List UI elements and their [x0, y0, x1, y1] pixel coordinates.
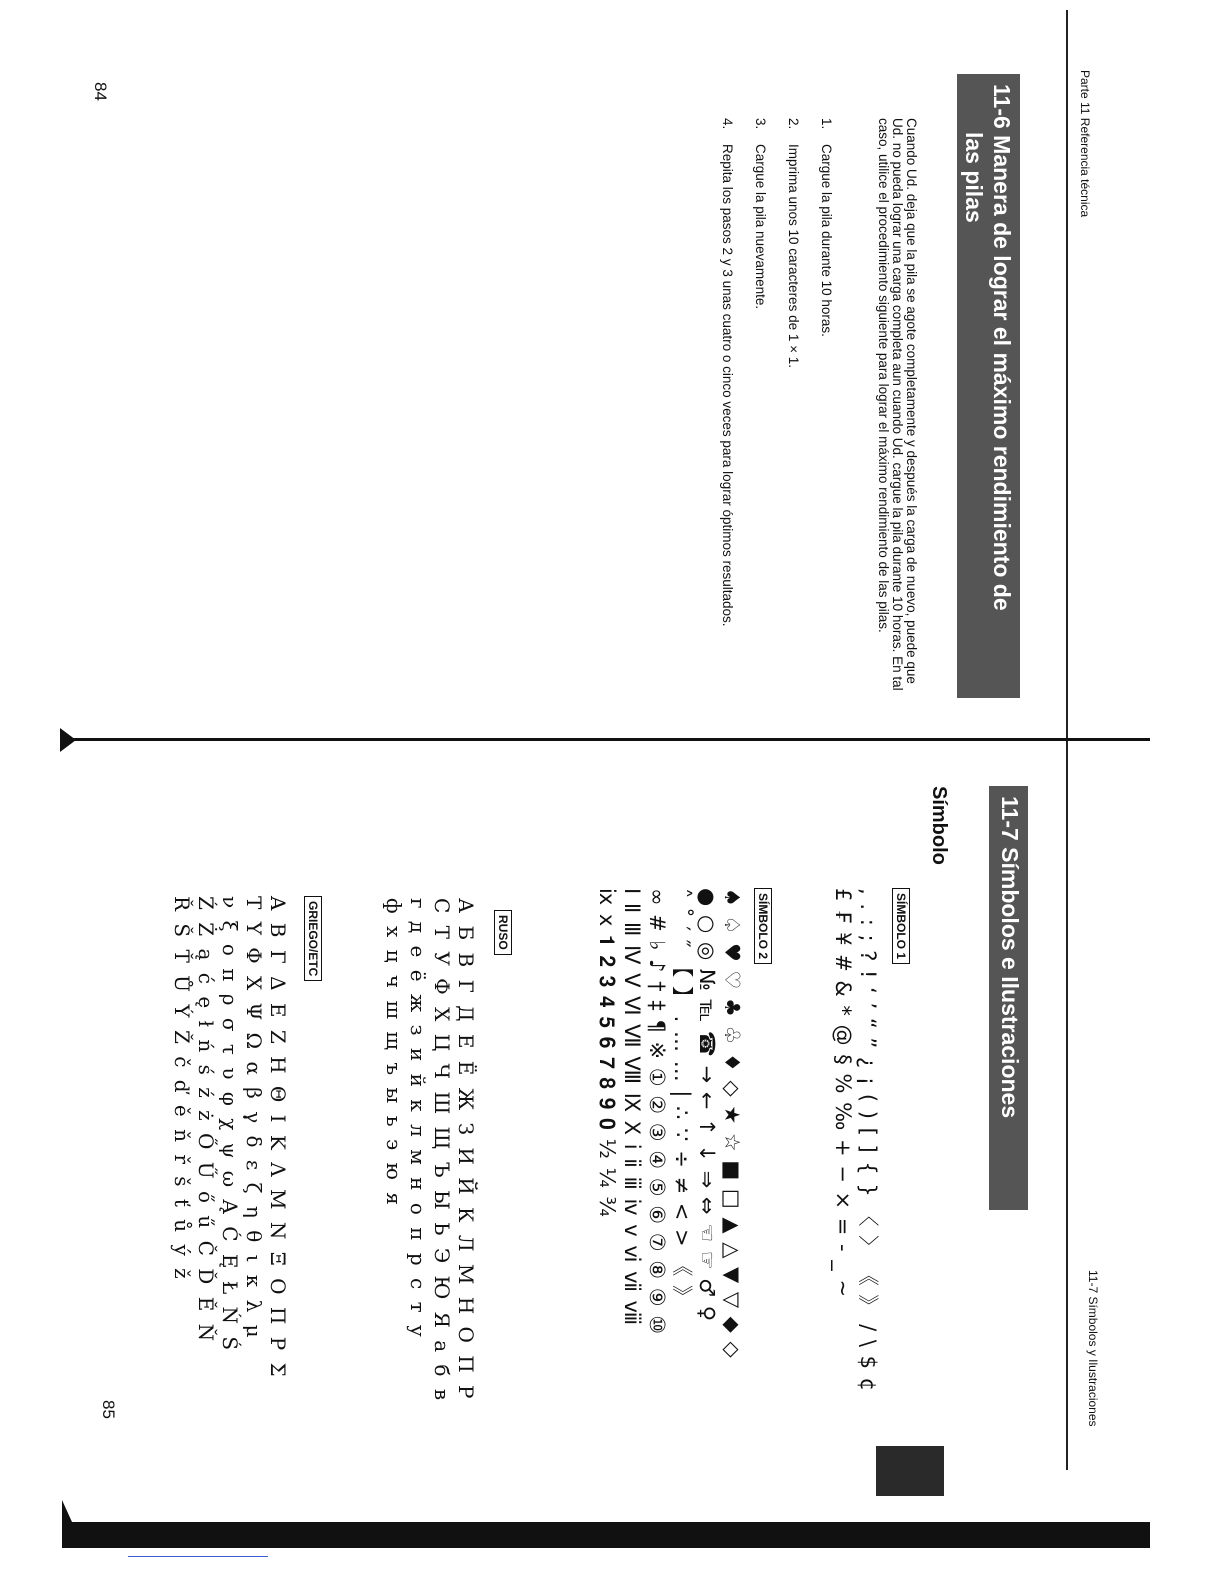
step-number: 1. [819, 118, 834, 130]
greek-row: Τ Υ Φ Χ Ψ Ω α β γ δ ε ζ η θ ι κ λ μ [242, 896, 266, 1341]
greek-row: Ź Ż ą ć ę ł ń ś ź ż Ő Ű ő ű Č Ď Ě Ň [194, 896, 218, 1345]
page-number-left: 84 [91, 82, 110, 101]
step-item [785, 118, 801, 627]
symbol-row: ● ○ ◎ № ℡ ☎ → ← ↑ ↓ ⇒ ⇔ ☜ ☞ ♂ ♀ [695, 888, 719, 1323]
griego-rows [170, 896, 290, 1380]
step-item [719, 118, 735, 627]
symbol-row: ˄ ˚ ′ ″ 【 】 . … … | ∴ ∵ ÷ ≠ < > 《 》 [670, 888, 694, 1307]
group-tag: RUSO [494, 910, 512, 955]
running-head-left: Parte 11 Referencia técnica [1078, 70, 1092, 218]
fold-marker [60, 728, 76, 752]
step-number: 2. [786, 118, 801, 130]
underline-mark [128, 1556, 268, 1557]
step-item [752, 118, 768, 627]
intro-paragraph-block [876, 118, 918, 698]
cyrillic-row: ф х ц ч ш щ ъ ы ь э ю я [382, 898, 406, 1208]
step-text: Repita los pasos 2 y 3 unas cuatro o cinco veces para lograr óptimos resultados. [720, 144, 735, 627]
step-text: Cargue la pila durante 10 horas. [819, 144, 834, 337]
step-number: 4. [720, 118, 735, 130]
step-item [818, 118, 834, 627]
running-head-right: 11-7 Símbolos y Ilustraciones [1086, 1270, 1100, 1427]
symbol-row: ∞ # ♭ ♪ † ‡ ¶ ※ ① ② ③ ④ ⑤ ⑥ ⑦ ⑧ ⑨ ⑩ [645, 888, 669, 1336]
symbol-row: , . : ; ? ! ‘ ’ “ ” ¿ ¡ ( ) [ ] { } 〈 〉 《 》 / \ $ ¢ [856, 888, 880, 1392]
cyrillic-row: С Т У Ф Х Ц Ч Ш Щ Ъ Ы Ь Э Ю Я а б в [430, 898, 454, 1404]
section-title-right: 11-7 Símbolos e Ilustraciones [989, 786, 1028, 1210]
scan-corner-marker [62, 1500, 72, 1522]
thumb-index-tab [876, 1446, 944, 1496]
section-header-11-7 [989, 786, 1028, 1210]
scan-bottom-edge [62, 1522, 1150, 1548]
ruso-rows [382, 898, 478, 1403]
symbol-row: Ⅰ Ⅱ Ⅲ Ⅳ Ⅴ Ⅵ Ⅶ Ⅷ Ⅸ Ⅹ ⅰ ⅱ ⅲ ⅳ ⅴ ⅵ ⅶ ⅷ [620, 888, 644, 1327]
group-griego-etc [304, 896, 322, 981]
group-simbolo-1 [892, 888, 910, 964]
step-text: Imprima unos 10 caracteres de 1 × 1. [786, 144, 801, 368]
group-tag: GRIEGO/ETC [304, 896, 322, 981]
cyrillic-row: г д е ё ж з и й к л м н о п р с т у [406, 898, 430, 1340]
intro-paragraph: Cuando Ud. deja que la pila se agote completamente y después la carga de nuevo, puede que Ud. no pueda lograr una carga completa aun cuando Ud. cargue la pila durante 10 horas. En tal caso, utilice el procedimiento siguiente para lograr el máximo rendimiento de las pilas. [876, 118, 919, 691]
step-text: Cargue la pila nuevamente. [753, 144, 768, 310]
greek-row: ν ξ ο π ρ σ τ υ φ χ ψ ω Ą Ć Ę Ł Ń Ś [218, 896, 242, 1354]
symbol-row: ♠ ♤ ♥ ♡ ♣ ♧ ♦ ◇ ★ ☆ ■ □ ▲ △ ▼ ▽ ◆ ◇ [720, 888, 744, 1359]
step-number: 3. [753, 118, 768, 130]
group-simbolo-2 [754, 888, 772, 964]
simbolo-1-rows [830, 888, 880, 1392]
simbolo-2-rows [594, 888, 744, 1359]
steps-list [719, 118, 834, 627]
group-ruso [494, 910, 512, 955]
greek-row: Α Β Γ Δ Ε Ζ Η Θ Ι Κ Λ Μ Ν Ξ Ο Π Ρ Σ [266, 896, 290, 1380]
page-fold-line [62, 738, 1150, 741]
greek-row: Ř Š Ť Ů Ý Ž č ď ě ň ř š ť ů ý ž [170, 896, 194, 1282]
group-tag: SÍMBOLO 2 [754, 888, 772, 964]
cyrillic-row: А Б В Г Д Е Ё Ж З И Й К Л М Н О П Р [454, 898, 478, 1402]
group-tag: SÍMBOLO 1 [892, 888, 910, 964]
subheading-simbolo: Símbolo [928, 786, 950, 865]
section-title-line1: 11-6 Manera de lograr el máximo rendimiento de [989, 84, 1015, 611]
symbol-row: ⅸ ⅹ 𝟏 𝟐 𝟑 𝟒 𝟓 𝟔 𝟕 𝟖 𝟗 𝟎 ½ ¼ ¾ [595, 888, 619, 1218]
section-title-line2: las pilas [961, 132, 987, 223]
symbol-row: £ ₣ ¥ # & * @ § % ‰ + − × = - _ ~ [831, 888, 855, 1299]
section-header-11-6 [957, 74, 1020, 698]
page-number-right: 85 [99, 1400, 118, 1419]
